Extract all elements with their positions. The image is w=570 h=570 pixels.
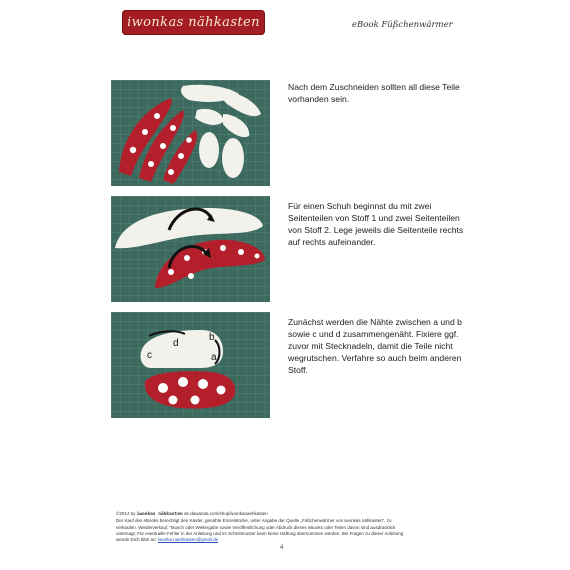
footer-line-3: verkaufen. Wiederverkauf, Tausch oder Weitergabe sowie Veröffentlichung oder Abdruck dieses eBooks oder Teilen davon sind ausdrücklich xyxy=(116,524,396,530)
sewn-pieces-illustration xyxy=(111,312,270,418)
photo-sewn-pieces xyxy=(111,312,270,418)
footer-line-4: untersagt. Für eventuelle Fehler in der Anleitung und im Schnittmuster kann keine Haftung übernommen werden. Bei Fragen zu dieser Anleitung xyxy=(116,530,404,536)
step-2-text: Für einen Schuh beginnst du mit zwei Seitenteilen von Stoff 1 und zwei Seitenteilen von Stoff 2. Lege jeweils die Seitenteile rechts auf rechts aufeinander. xyxy=(288,201,464,247)
step-1-text: Nach dem Zuschneiden sollten all diese Teile vorhanden sein. xyxy=(288,82,460,104)
brand-logo xyxy=(122,10,265,35)
document-title: eBook Füßchenwärmer xyxy=(352,20,453,30)
contact-email-link[interactable]: iwonka.naehkasten@gmail.de xyxy=(158,537,219,543)
contact-prefix: wende Dich bitte an: xyxy=(116,537,157,543)
shop-url[interactable]: de.dawanda.com/shop/iwonkanaehkasten xyxy=(183,511,268,516)
label-b: b xyxy=(209,332,215,343)
footer-line-5 xyxy=(116,537,452,543)
label-c: c xyxy=(147,350,152,361)
copyright-prefix: ©2014 by xyxy=(116,511,136,516)
footer-brand: iwonkas nähkasten xyxy=(136,512,183,517)
footer-line-1 xyxy=(116,511,452,518)
label-a: a xyxy=(211,352,217,363)
footer-line-2: Der Kauf des eBooks berechtigt den Käufer, genähte Einzelstücke, unter Angabe der Quelle „Füßchenwärmer von iwonkas nähkasten", zu xyxy=(116,518,392,524)
footer-copyright xyxy=(116,511,452,543)
cut-pieces-illustration xyxy=(111,80,270,186)
step-3-text: Zunächst werden die Nähte zwischen a und b sowie c und d zusammengenäht. Fixiere ggf. zuvor mit Stecknadeln, damit die Teile nicht wegrutschen. Verfahre so auch beim anderen Stoff. xyxy=(288,317,462,375)
page-number: 4 xyxy=(280,545,284,551)
photo-side-pieces xyxy=(111,196,270,302)
label-d: d xyxy=(173,338,179,349)
logo-text: iwonkas nähkasten xyxy=(127,15,260,30)
side-pieces-illustration xyxy=(111,196,270,302)
photo-cut-pieces xyxy=(111,80,270,186)
